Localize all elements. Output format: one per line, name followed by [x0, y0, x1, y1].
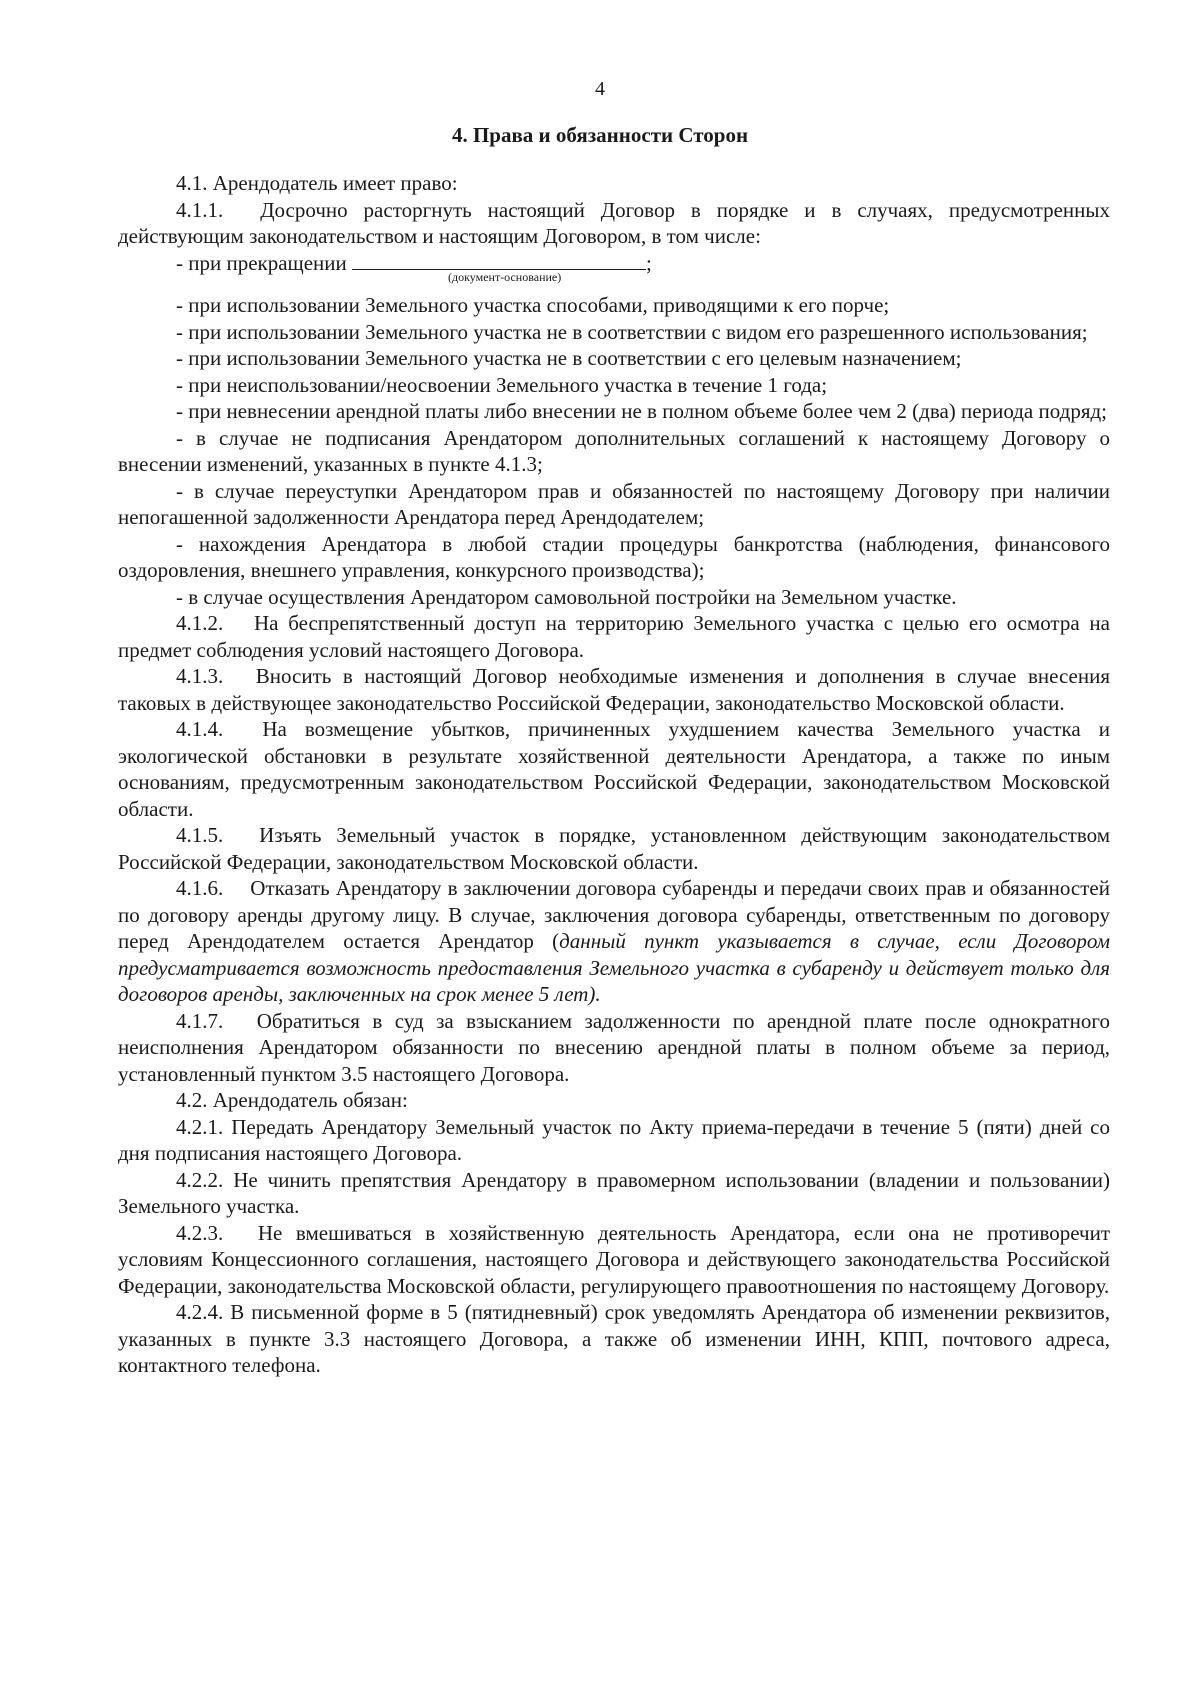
blank-caption: (документ-основание) [448, 270, 562, 284]
bullet-purpose: - при использовании Земельного участка не в соответствии с его целевым назначением; [176, 346, 962, 370]
bullet-unauthorized: - в случае осуществления Арендатором самовольной постройки на Земельном участке. [176, 584, 957, 609]
clause-4-1-4: 4.1.4. На возмещение убытков, причиненных ухудшением качества Земельного участка и экологической обстановки в результате хозяйственной деятельности Арендатора, а также по иным основаниям, предусмотренным законодательством Российской Федерации, законодательством Московской области. [118, 717, 1110, 821]
bullet-bankruptcy: - нахождения Арендатора в любой стадии процедуры банкротства (наблюдения, финансового оздоровления, внешнего управления, конкурсного производства); [118, 531, 1110, 582]
clause-4-1-6-italic-note: данный пункт указывается в случае, если Договором предусматривается возможность предоставления Земельного участка в субаренду и действует только для договоров аренды, заключенных на срок менее 5 лет). [118, 929, 1110, 1006]
clause-4-2: 4.2. Арендодатель обязан: [176, 1088, 408, 1112]
clause-4-1-6-text: 4.1.6. Отказать Арендатору в заключении договора субаренды и передачи своих прав и обязанностей по договору аренды другому лицу. В случае, заключения договора субаренды, ответственным по договору перед Арендодателем остается Арендатор ( [118, 876, 1110, 953]
clause-4-2-2: 4.2.2. Не чинить препятствия Арендатору в правомерном использовании (владении и пользовании) Земельного участка. [118, 1167, 1110, 1218]
bullet-non-payment: - при невнесении арендной платы либо внесении не в полном объеме более чем 2 (два) периода подряд; [176, 399, 1107, 423]
clause-4-1-6 [118, 875, 1110, 1008]
clause-4-2-3: 4.2.3. Не вмешиваться в хозяйственную деятельность Арендатора, если она не противоречит условиям Концессионного соглашения, настоящего Договора и действующего законодательства Российской Федерации, законодательства Московской области, регулирующего правоотношения по настоящему Договору. [118, 1220, 1110, 1298]
section-title: 4. Права и обязанности Сторон [451, 123, 749, 147]
clause-4-1-7: 4.1.7. Обратиться в суд за взысканием задолженности по арендной плате после однократного неисполнения Арендатором обязанности по внесению арендной платы в полном объеме за период, установленный пунктом 3.5 настоящего Договора. [118, 1008, 1110, 1086]
clause-4-2-1: 4.2.1. Передать Арендатору Земельный участок по Акту приема-передачи в течение 5 (пяти) дней со дня подписания настоящего Договора. [118, 1114, 1110, 1165]
clause-4-2-4: 4.2.4. В письменной форме в 5 (пятидневный) срок уведомлять Арендатора об изменении реквизитов, указанных в пункте 3.3 настоящего Договора, а также об изменении ИНН, КПП, почтового адреса, контактного телефона. [118, 1300, 1110, 1377]
page-number: 4 [595, 78, 605, 100]
clause-4-1: 4.1. Арендодатель имеет право: [176, 171, 458, 195]
fill-in-blank [352, 251, 646, 270]
clause-4-1-2: 4.1.2. На беспрепятственный доступ на территорию Земельного участка с целью его осмотра на предмет соблюдения условий настоящего Договора. [118, 611, 1110, 662]
bullet-assignment: - в случае переуступки Арендатором прав и обязанностей по настоящему Договору при наличии непогашенной задолженности Арендатора перед Арендодателем; [118, 478, 1110, 529]
document-body [118, 170, 1110, 1379]
bullet-termination-prefix: - при прекращении [176, 250, 347, 275]
bullet-non-use: - при неиспользовании/неосвоении Земельного участка в течение 1 года; [176, 372, 828, 397]
bullet-termination-suffix: ; [646, 250, 652, 275]
bullet-damage: - при использовании Земельного участка способами, приводящими к его порче; [176, 293, 890, 317]
clause-4-1-1: 4.1.1. Досрочно расторгнуть настоящий Договор в порядке и в случаях, предусмотренных действующим законодательством и настоящим Договором, в том числе: [118, 197, 1110, 248]
clause-4-1-5: 4.1.5. Изъять Земельный участок в порядке, установленном действующим законодательством Российской Федерации, законодательством Московской области. [118, 823, 1110, 874]
clause-4-1-3: 4.1.3. Вносить в настоящий Договор необходимые изменения и дополнения в случае внесения таковых в действующее законодательство Российской Федерации, законодательство Московской области. [118, 664, 1110, 715]
bullet-no-signing: - в случае не подписания Арендатором дополнительных соглашений к настоящему Договору о внесении изменений, указанных в пункте 4.1.3; [118, 425, 1110, 476]
bullet-permitted-use: - при использовании Земельного участка не в соответствии с видом его разрешенного использования; [176, 319, 1088, 344]
